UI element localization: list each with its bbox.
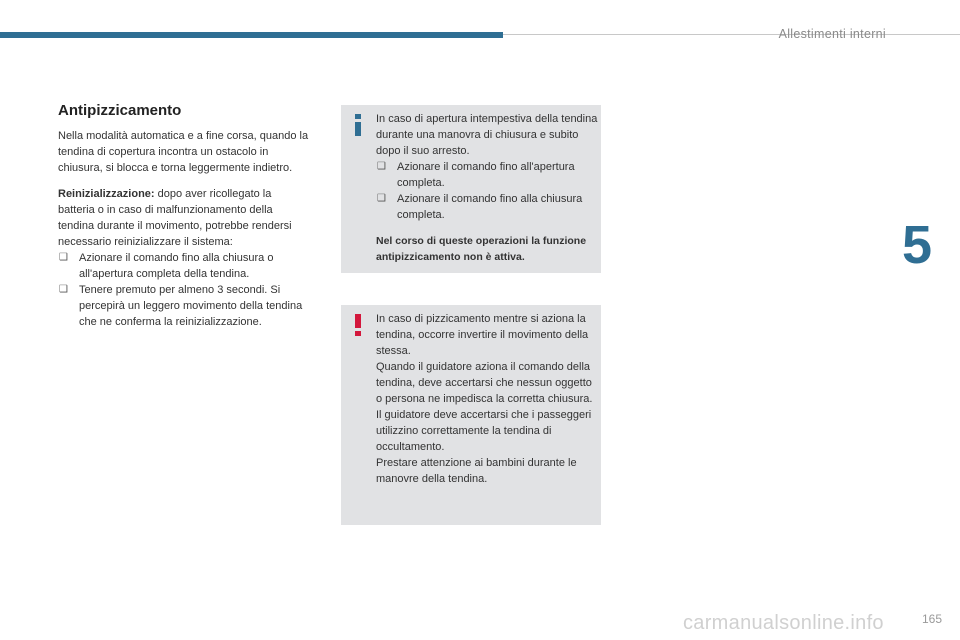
watermark: carmanualsonline.info bbox=[683, 612, 884, 634]
page-title: Antipizzicamento bbox=[58, 102, 182, 119]
reset-text: dopo aver ricollegato la batteria o in caso di malfunzionamento della tendina durante il movimento, potrebbe rendersi necessario reinizializzare il sistema: bbox=[58, 188, 292, 248]
header-accent-bar bbox=[0, 32, 503, 38]
info-icon bbox=[353, 114, 363, 136]
list-item-text: Azionare il comando fino alla chiusura o all'apertura completa della tendina. bbox=[79, 252, 274, 280]
list-item bbox=[376, 159, 598, 191]
reset-paragraph bbox=[58, 186, 310, 250]
chapter-number: 5 bbox=[902, 215, 933, 275]
reset-label: Reinizializzazione: bbox=[58, 188, 155, 200]
reset-steps-list bbox=[58, 250, 310, 330]
list-item-text: Tenere premuto per almeno 3 secondi. Si percepirà un leggero movimento della tendina che ne conferma la reinizializzazione. bbox=[79, 284, 303, 328]
info-box bbox=[341, 105, 601, 273]
warning-box-content bbox=[376, 311, 598, 487]
checkbox-bullet-icon: ❑ bbox=[377, 193, 386, 204]
warning-box-text: In caso di pizzicamento mentre si aziona la tendina, occorre invertire il movimento della stessa. Quando il guidatore aziona il comando della tendina, deve accertarsi che nessun oggetto o persona ne impedisca la corretta chiusura. Il guidatore deve accertarsi che i passeggeri utilizzino correttamente la tendina di occultamento. Prestare attenzione ai bambini durante le manovre della tendina. bbox=[376, 313, 593, 485]
page-number: 165 bbox=[921, 612, 942, 626]
info-steps-list bbox=[376, 159, 598, 223]
header-rule bbox=[503, 34, 960, 35]
info-box-note: Nel corso di queste operazioni la funzione antipizzicamento non è attiva. bbox=[376, 235, 587, 263]
checkbox-bullet-icon: ❑ bbox=[377, 161, 386, 172]
section-header-title: Allestimenti interni bbox=[778, 27, 886, 41]
exclamation-icon bbox=[353, 314, 363, 336]
warning-box bbox=[341, 305, 601, 525]
checkbox-bullet-icon: ❑ bbox=[59, 284, 68, 295]
list-item-text: Azionare il comando fino all'apertura completa. bbox=[397, 161, 575, 189]
info-box-text: In caso di apertura intempestiva della tendina durante una manovra di chiusura e subito dopo il suo arresto. bbox=[376, 113, 598, 157]
list-item bbox=[376, 191, 598, 223]
info-box-content bbox=[376, 111, 598, 265]
list-item bbox=[58, 282, 310, 330]
checkbox-bullet-icon: ❑ bbox=[59, 252, 68, 263]
list-item bbox=[58, 250, 310, 282]
intro-paragraph: Nella modalità automatica e a fine corsa, quando la tendina di copertura incontra un ostacolo in chiusura, si blocca e torna leggermente indietro. bbox=[58, 130, 309, 174]
main-column bbox=[58, 102, 310, 330]
list-item-text: Azionare il comando fino alla chiusura completa. bbox=[397, 193, 583, 221]
